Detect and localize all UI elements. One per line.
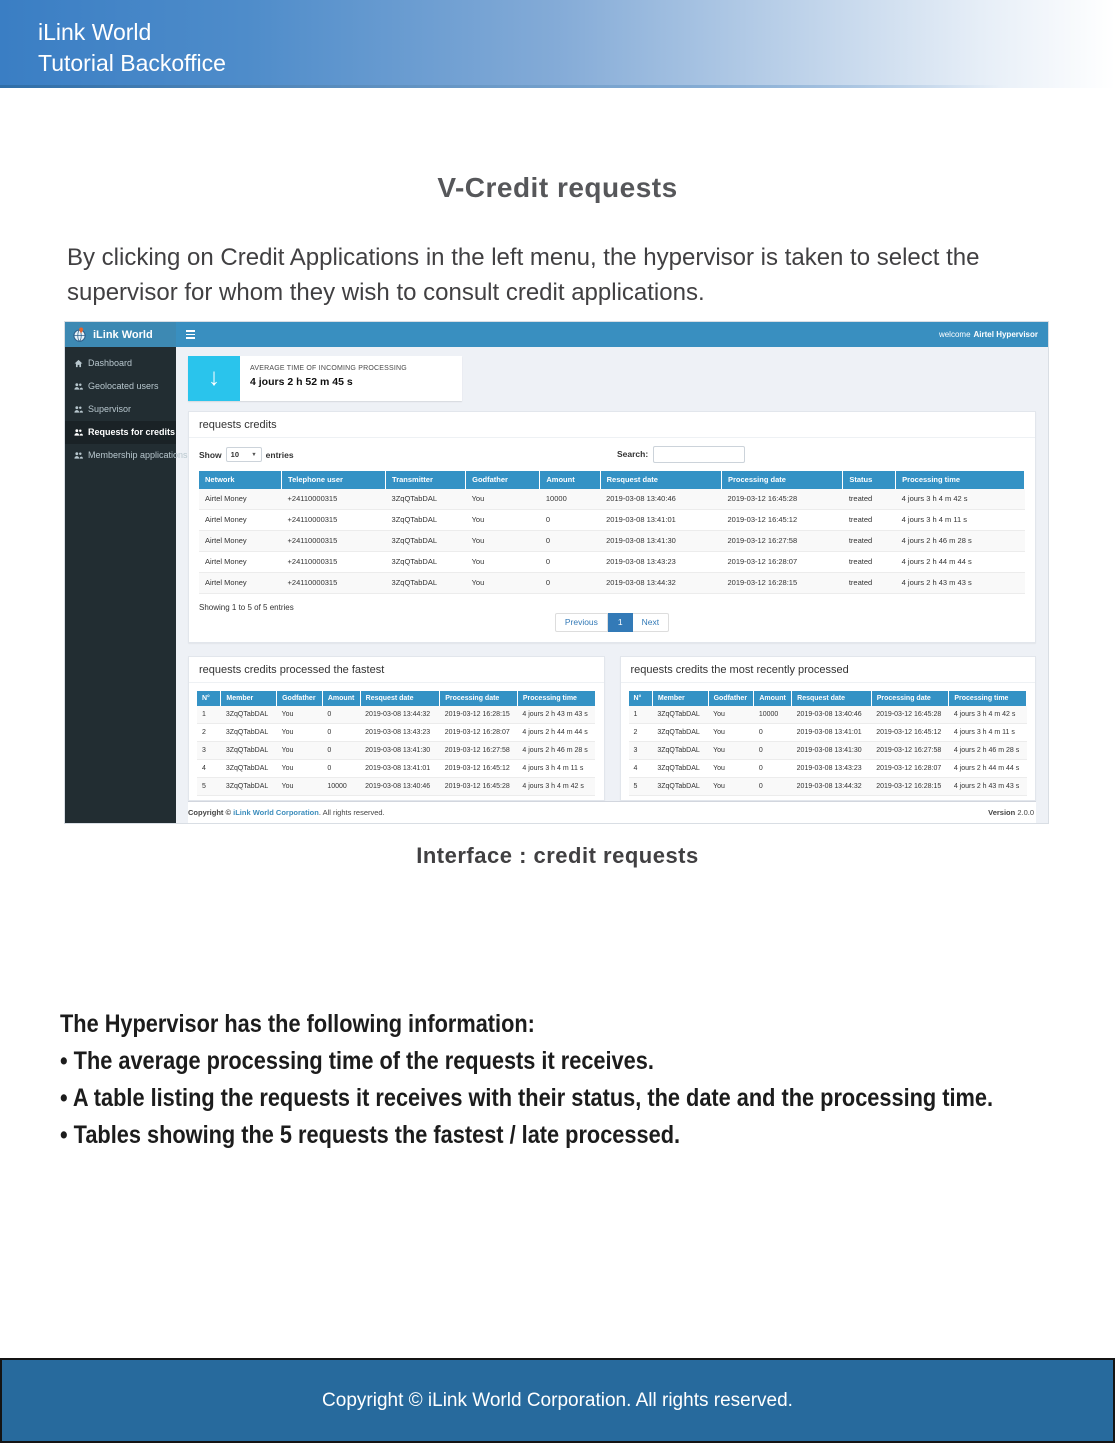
table-row [199,551,1025,572]
table-cell: +24110000315 [282,530,386,551]
corporation-link[interactable]: iLink World Corporation [233,808,319,817]
requests-credits-panel [188,411,1036,644]
column-header[interactable]: Telephone user [282,471,386,489]
users-icon [74,405,83,414]
app-logo[interactable] [65,322,176,347]
table-row [197,760,595,778]
users-icon [74,428,83,437]
requests-credits-table [199,471,1025,594]
table-cell: 1 [197,706,221,724]
table-cell: 3ZqQTabDAL [652,778,708,796]
table-cell: 2019-03-08 13:43:23 [792,760,872,778]
app-footer [188,801,1036,823]
table-cell: 2019-03-12 16:45:12 [721,509,842,530]
table-cell: 2 [629,724,653,742]
column-header[interactable]: Transmitter [386,471,466,489]
sidebar-item-label: Dashboard [88,358,133,368]
entries-label: entries [265,449,294,460]
table-cell: 2019-03-08 13:44:32 [792,778,872,796]
panel-title: requests credits the most recently processed [621,657,1036,683]
table-cell: You [708,742,754,760]
table-cell: 3ZqQTabDAL [221,778,277,796]
table-cell: 2019-03-12 16:45:28 [440,778,518,796]
app-navbar [176,322,1048,347]
table-cell: 3ZqQTabDAL [386,551,466,572]
table-cell: Airtel Money [199,551,282,572]
table-cell: 4 jours 3 h 4 m 11 s [517,760,595,778]
column-header[interactable]: Processing date [871,691,949,706]
table-cell: 3 [629,742,653,760]
table-row [629,706,1027,724]
users-icon [74,451,83,460]
table-cell: 3ZqQTabDAL [652,742,708,760]
table-cell: You [277,724,323,742]
table-cell: 3ZqQTabDAL [652,760,708,778]
table-cell: 3ZqQTabDAL [221,742,277,760]
table-cell: 4 jours 2 h 43 m 43 s [517,706,595,724]
down-arrow-icon: ↓ [188,356,240,401]
table-row [629,742,1027,760]
sidebar-item-label: Supervisor [88,404,132,414]
table-row [199,530,1025,551]
table-cell: +24110000315 [282,572,386,593]
table-row [197,724,595,742]
table-cell: 3ZqQTabDAL [221,724,277,742]
table-cell: 3ZqQTabDAL [386,572,466,593]
table-cell: 2019-03-08 13:40:46 [792,706,872,724]
table-cell: 2019-03-08 13:41:01 [360,760,440,778]
table-cell: 2019-03-12 16:28:15 [871,778,949,796]
table-cell: 2019-03-12 16:27:58 [721,530,842,551]
column-header[interactable]: N° [629,691,653,706]
app-screenshot [65,322,1048,823]
user-menu[interactable] [939,330,1038,339]
table-cell: 4 jours 2 h 46 m 28 s [949,742,1027,760]
stat-value: 4 jours 2 h 52 m 45 s [250,376,353,388]
sidebar-item-membership-applications[interactable] [65,444,188,467]
welcome-text: welcome [938,330,971,339]
table-cell: 5 [197,778,221,796]
table-cell: You [277,760,323,778]
table-cell: 4 jours 3 h 4 m 42 s [517,778,595,796]
table-cell: 2019-03-12 16:28:07 [440,724,518,742]
recent-requests-table [629,691,1028,796]
fastest-requests-table [197,691,596,796]
table-row [629,724,1027,742]
table-cell: 2019-03-12 16:28:07 [721,551,842,572]
table-cell: Airtel Money [199,489,282,510]
table-row [629,760,1027,778]
table-cell: You [466,572,540,593]
table-cell: 0 [754,778,792,796]
info-bullet-2: • A table listing the requests it receives with their status, the date and the processing time. [60,1084,994,1112]
welcome-username: Airtel Hypervisor [973,330,1038,339]
column-header[interactable]: Godfather [466,471,540,489]
table-cell: Airtel Money [199,530,282,551]
page-title: V-Credit requests [437,172,678,203]
table-cell: 2019-03-08 13:41:30 [600,530,721,551]
caret-down-icon: ▼ [251,451,257,458]
table-cell: 10000 [540,489,600,510]
table-cell: 2019-03-08 13:41:01 [600,509,721,530]
pagination-page-1-button[interactable]: 1 [608,613,633,633]
pagination-next-button[interactable]: Next [633,613,669,633]
table-cell: +24110000315 [282,551,386,572]
app-brand: iLink World [93,328,153,341]
table-cell: 2019-03-08 13:40:46 [600,489,721,510]
table-cell: 2019-03-08 13:43:23 [600,551,721,572]
version-value: 2.0.0 [1017,808,1034,817]
version-label: Version [988,808,1016,817]
table-cell: 4 jours 2 h 43 m 43 s [949,778,1027,796]
entries-select-value: 10 [230,450,240,459]
table-cell: 3ZqQTabDAL [221,706,277,724]
column-header[interactable]: Godfather [708,691,754,706]
table-cell: You [708,724,754,742]
panel-title: requests credits [189,412,1035,438]
stat-label: AVERAGE TIME OF INCOMING PROCESSING [250,365,407,372]
table-cell: Airtel Money [199,509,282,530]
table-row [197,742,595,760]
column-header[interactable]: Processing date [721,471,842,489]
bottom-panels [188,656,1036,801]
main-content [176,347,1048,823]
table-cell: 1 [629,706,653,724]
footer-copyright: Copyright © iLink World Corporation. All rights reserved. [322,1389,793,1411]
table-cell: treated [843,489,896,510]
table-cell: 3ZqQTabDAL [386,509,466,530]
recent-requests-panel [620,656,1037,801]
info-heading: The Hypervisor has the following information: [60,1010,535,1038]
showing-entries-text: Showing 1 to 5 of 5 entries [199,602,294,612]
column-header[interactable]: Member [652,691,708,706]
table-cell: treated [843,530,896,551]
app-footer-rights: . All rights reserved. [318,808,385,817]
table-cell: You [708,706,754,724]
table-cell: 4 jours 3 h 4 m 11 s [896,509,1025,530]
table-controls [199,446,1025,464]
table-cell: 3ZqQTabDAL [221,760,277,778]
sidebar [65,347,188,823]
table-cell: 3ZqQTabDAL [386,530,466,551]
app-footer-copyright: Copyright © [188,808,232,817]
table-cell: 3ZqQTabDAL [652,706,708,724]
home-icon [74,359,83,368]
table-cell: 4 jours 2 h 44 m 44 s [949,760,1027,778]
table-cell: You [277,778,323,796]
table-row [629,778,1027,796]
column-header[interactable]: Godfather [277,691,323,706]
table-cell: 2019-03-08 13:41:30 [792,742,872,760]
table-cell: 4 jours 3 h 4 m 42 s [896,489,1025,510]
table-cell: You [277,742,323,760]
column-header[interactable]: Processing time [896,471,1025,489]
globe-pin-logo-icon [72,327,87,342]
table-cell: 2019-03-12 16:45:12 [440,760,518,778]
table-cell: 4 jours 2 h 44 m 44 s [896,551,1025,572]
pagination [199,613,1025,633]
table-cell: 5 [629,778,653,796]
document-header [0,0,1115,88]
info-bullet-3: • Tables showing the 5 requests the fastest / late processed. [60,1121,681,1149]
column-header[interactable]: Amount [322,691,360,706]
table-cell: 2019-03-08 13:44:32 [600,572,721,593]
app-topbar [65,322,1048,347]
column-header[interactable]: N° [197,691,221,706]
table-cell: 2019-03-12 16:28:15 [721,572,842,593]
table-cell: You [466,551,540,572]
fastest-requests-panel [188,656,605,801]
table-cell: 0 [754,724,792,742]
column-header[interactable]: Member [221,691,277,706]
sidebar-item-supervisor[interactable] [65,398,176,421]
table-cell: You [466,530,540,551]
search-label: Search: [617,449,649,459]
table-cell: 2019-03-12 16:28:07 [871,760,949,778]
table-cell: You [708,778,754,796]
table-cell: 0 [754,742,792,760]
table-cell: You [277,706,323,724]
column-header[interactable]: Resquest date [360,691,440,706]
table-cell: 4 jours 3 h 4 m 42 s [949,706,1027,724]
table-cell: treated [843,509,896,530]
info-block [60,1006,1087,1154]
table-cell: 2 [197,724,221,742]
table-cell: 0 [322,706,360,724]
table-cell: 0 [322,742,360,760]
sidebar-item-requests-for-credits[interactable] [65,421,176,444]
table-cell: 2019-03-12 16:27:58 [871,742,949,760]
app-body [65,347,1048,823]
sidebar-item-dashboard[interactable] [65,352,176,375]
sidebar-item-label: Geolocated users [88,381,159,391]
entries-select[interactable] [226,447,262,462]
table-cell: +24110000315 [282,509,386,530]
intro-paragraph: By clicking on Credit Applications in the left menu, the hypervisor is taken to select the supervisor for whom they wish to consult credit applications. [67,244,980,306]
table-cell: 4 jours 3 h 4 m 11 s [949,724,1027,742]
table-row [197,706,595,724]
table-cell: 0 [540,509,600,530]
users-icon [74,382,83,391]
table-cell: 4 jours 2 h 46 m 28 s [896,530,1025,551]
table-cell: 2019-03-12 16:45:28 [871,706,949,724]
table-cell: 4 jours 2 h 46 m 28 s [517,742,595,760]
table-row [199,509,1025,530]
table-cell: 10000 [322,778,360,796]
search-input[interactable] [653,446,745,463]
table-cell: You [466,489,540,510]
show-label: Show [199,449,222,460]
table-row [197,778,595,796]
table-cell: 4 jours 2 h 44 m 44 s [517,724,595,742]
table-cell: 2019-03-12 16:45:28 [721,489,842,510]
table-cell: 0 [540,551,600,572]
sidebar-item-label: Requests for credits [88,427,176,437]
column-header[interactable]: Processing time [949,691,1027,706]
document-footer [0,1358,1115,1443]
table-cell: 3ZqQTabDAL [386,489,466,510]
table-cell: 2019-03-08 13:40:46 [360,778,440,796]
pagination-previous-button[interactable]: Previous [555,613,608,633]
column-header[interactable]: Amount [540,471,600,489]
table-cell: 2019-03-08 13:41:01 [792,724,872,742]
table-cell: 4 [629,760,653,778]
info-bullet-1: • The average processing time of the requests it receives. [60,1047,654,1075]
table-row [199,572,1025,593]
sidebar-item-label: Membership applications [88,450,188,460]
menu-toggle-icon[interactable] [186,330,195,339]
table-cell: 0 [540,530,600,551]
table-cell: 2019-03-08 13:43:23 [360,724,440,742]
column-header[interactable]: Amount [754,691,792,706]
table-cell: 4 [197,760,221,778]
table-cell: 2019-03-08 13:41:30 [360,742,440,760]
table-cell: You [466,509,540,530]
table-cell: 0 [754,760,792,778]
table-cell: treated [843,551,896,572]
column-header[interactable]: Processing date [440,691,518,706]
column-header[interactable]: Processing time [517,691,595,706]
table-cell: 2019-03-12 16:27:58 [440,742,518,760]
table-row [199,489,1025,510]
figure-caption: Interface : credit requests [416,843,699,868]
table-cell: treated [843,572,896,593]
table-cell: 3ZqQTabDAL [652,724,708,742]
column-header[interactable]: Status [843,471,896,489]
doc-header-line2: Tutorial Backoffice [38,50,226,76]
column-header[interactable]: Network [199,471,282,489]
table-cell: 0 [322,724,360,742]
table-cell: 4 jours 2 h 43 m 43 s [896,572,1025,593]
table-cell: 0 [540,572,600,593]
table-cell: 2019-03-12 16:28:15 [440,706,518,724]
panel-title: requests credits processed the fastest [189,657,604,683]
doc-header-line1: iLink World [38,19,152,45]
table-cell: 3 [197,742,221,760]
table-cell: 2019-03-08 13:44:32 [360,706,440,724]
table-cell: You [708,760,754,778]
table-cell: 10000 [754,706,792,724]
sidebar-item-geolocated-users[interactable] [65,375,176,398]
table-cell: Airtel Money [199,572,282,593]
column-header[interactable]: Resquest date [792,691,872,706]
table-cell: 0 [322,760,360,778]
average-time-stat [188,356,462,401]
column-header[interactable]: Resquest date [600,471,721,489]
table-cell: 2019-03-12 16:45:12 [871,724,949,742]
table-cell: +24110000315 [282,489,386,510]
